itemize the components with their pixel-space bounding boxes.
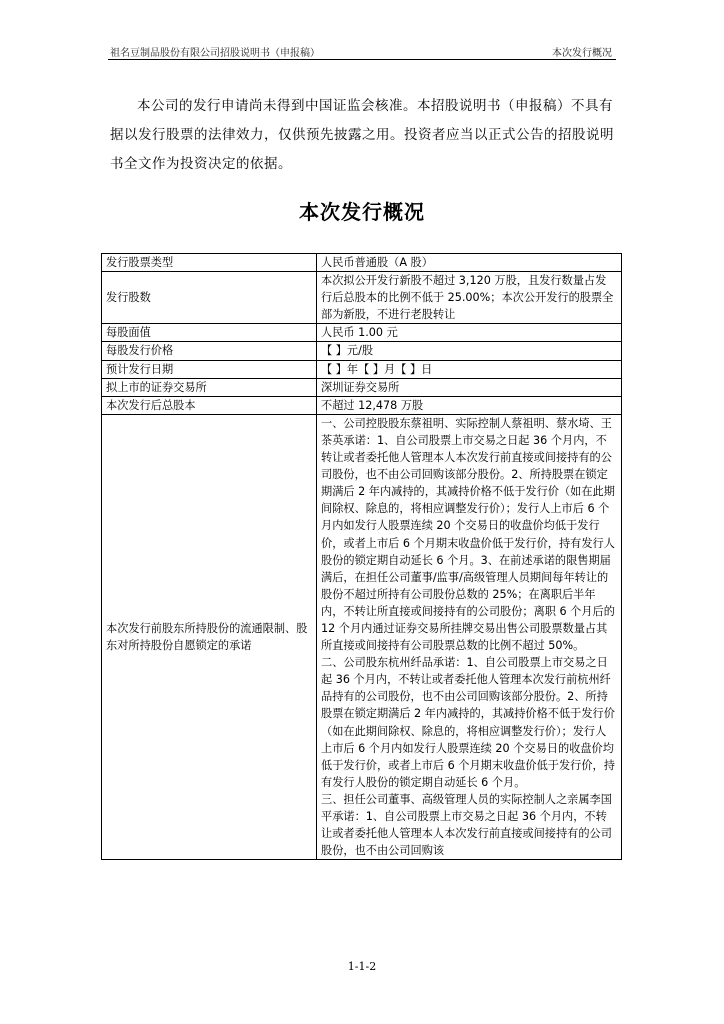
table-row-commitment	[102, 414, 622, 859]
row-label: 发行股票类型	[102, 254, 317, 272]
header-divider	[108, 59, 616, 60]
table-row	[102, 396, 622, 414]
commitment-paragraph-1: 一、公司控股股东蔡祖明、实际控制人蔡祖明、蔡水埼、王茶英承诺：1、自公司股票上市交易之日起 36 个月内，不转让或者委托他人管理本人本次发行前直接或间接持有的公司股份，也不由公司回购该部分股份。2、所持股票在锁定期满后 2 年内减持的，其减持价格不低于发行价（如在此期间除权、除息的，将相应调整发行价）；发行人上市后 6 个月内如发行人股票连续 20 个交易日的收盘价均低于发行价，或者上市后 6 个月期末收盘价低于发行价，持有发行人股份的锁定期自动延长 6 个月。3、在前述承诺的限售期届满后，在担任公司董事/监事/高级管理人员期间每年转让的股份不超过所持有公司股份总数的 25%；在离职后半年内，不转让所直接或间接持有的公司股份；离职 6 个月后的 12 个月内通过证券交易所挂牌交易出售公司股票数量占其所直接或间接持有公司股票总数的比例不超过 50%。	[321, 416, 615, 653]
table-row	[102, 254, 622, 272]
table-row	[102, 342, 622, 360]
table-row	[102, 378, 622, 396]
table-row	[102, 324, 622, 342]
page-header	[108, 44, 616, 60]
row-label: 每股发行价格	[102, 342, 317, 360]
row-value: 【 】年【 】月【 】日	[317, 360, 622, 378]
row-label: 每股面值	[102, 324, 317, 342]
table-row	[102, 272, 622, 324]
row-label: 预计发行日期	[102, 360, 317, 378]
row-value: 不超过 12,478 万股	[317, 396, 622, 414]
section-title: 本次发行概况	[299, 200, 425, 224]
row-label: 本次发行后总股本	[102, 396, 317, 414]
row-value: 本次拟公开发行新股不超过 3,120 万股，且发行数量占发行后总股本的比例不低于 25.00%；本次公开发行的股票全部为新股，不进行老股转让	[317, 272, 622, 324]
commitment-label: 本次发行前股东所持股份的流通限制、股东对所持股份自愿锁定的承诺	[102, 414, 317, 859]
header-section-title: 本次发行概况	[552, 48, 612, 59]
header-document-title: 祖名豆制品股份有限公司招股说明书（申报稿）	[110, 48, 320, 59]
intro-paragraph: 本公司的发行申请尚未得到中国证监会核准。本招股说明书（申报稿）不具有据以发行股票的法律效力，仅供预先披露之用。投资者应当以正式公告的招股说明书全文作为投资决定的依据。	[110, 98, 614, 172]
row-value: 人民币普通股（A 股）	[317, 254, 622, 272]
commitment-paragraph-2: 二、公司股东杭州纤品承诺：1、自公司股票上市交易之日起 36 个月内，不转让或者委托他人管理本次发行前杭州纤品持有的公司股份，也不由公司回购该部分股份。2、所持股票在锁定期满后 2 年内减持的，其减持价格不低于发行价（如在此期间除权、除息的，将相应调整发行价）；发行人上市后 6 个月内如发行人股票连续 20 个交易日的收盘价均低于发行价，或者上市后 6 个月期末收盘价低于发行价，持有发行人股份的锁定期自动延长 6 个月。	[321, 656, 615, 789]
row-value: 【 】元/股	[317, 342, 622, 360]
commitment-content	[317, 414, 622, 859]
row-value: 深圳证券交易所	[317, 378, 622, 396]
row-label: 发行股数	[102, 272, 317, 324]
row-label: 拟上市的证券交易所	[102, 378, 317, 396]
page-number: 1-1-2	[347, 960, 377, 973]
offering-summary-table	[101, 253, 622, 860]
table-row	[102, 360, 622, 378]
commitment-paragraph-3: 三、担任公司董事、高级管理人员的实际控制人之亲属李国平承诺：1、自公司股票上市交易之日起 36 个月内，不转让或者委托他人管理本人本次发行前直接或间接持有的公司股份，也不由公司回购该	[321, 792, 612, 858]
row-value: 人民币 1.00 元	[317, 324, 622, 342]
